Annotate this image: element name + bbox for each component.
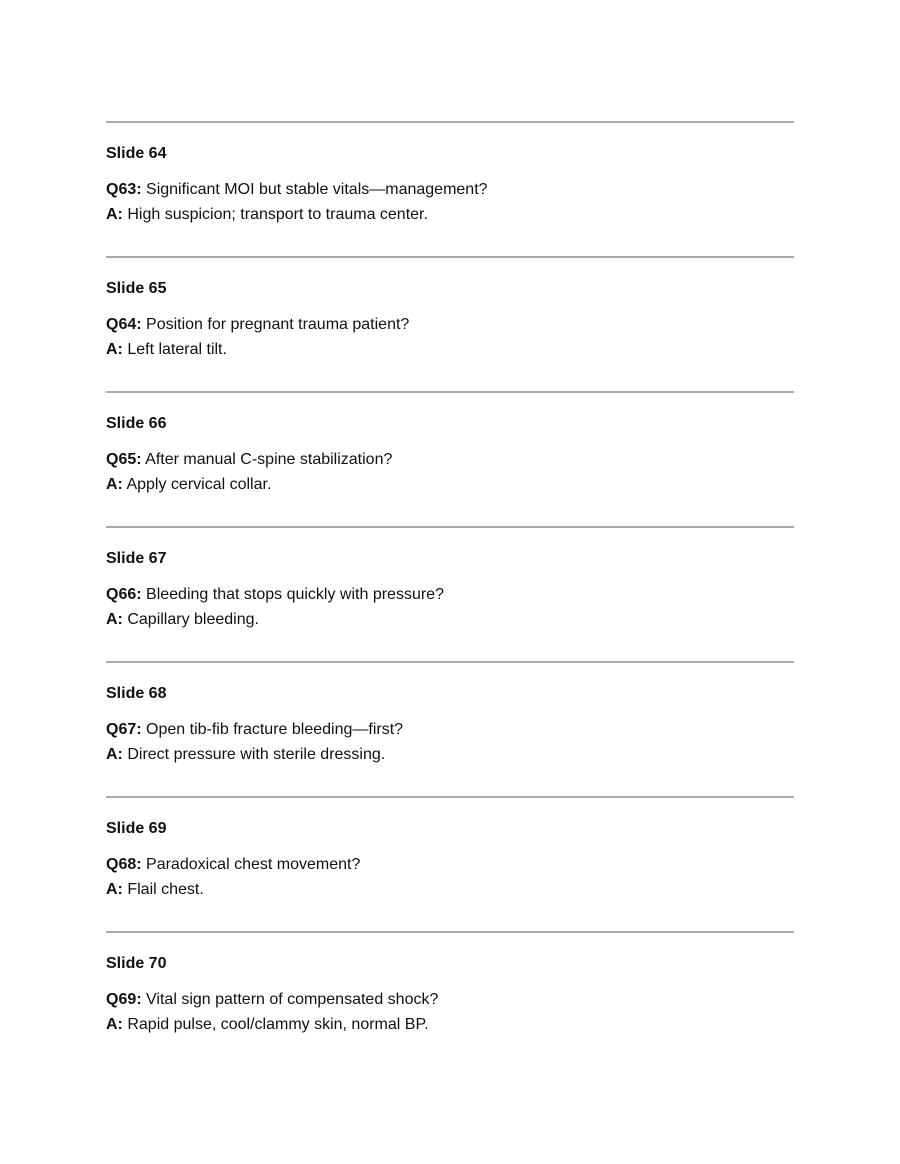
slide-title: Slide 66	[106, 415, 167, 432]
slide-section	[106, 796, 794, 931]
question-text: Significant MOI but stable vitals—management?	[146, 181, 488, 198]
section-divider	[106, 931, 794, 933]
slide-section	[106, 256, 794, 391]
answer-label: A:	[106, 476, 123, 493]
section-divider	[106, 661, 794, 663]
question-text: Open tib-fib fracture bleeding—first?	[146, 721, 404, 738]
answer-line	[106, 1015, 429, 1035]
answer-text: High suspicion; transport to trauma center.	[127, 206, 428, 223]
question-label: Q68:	[106, 856, 142, 873]
slide-title: Slide 70	[106, 955, 167, 972]
question-label: Q67:	[106, 721, 142, 738]
question-label: Q65:	[106, 451, 142, 468]
slide-section	[106, 526, 794, 661]
question-text: After manual C-spine stabilization?	[145, 451, 393, 468]
slide-title: Slide 67	[106, 550, 167, 567]
answer-label: A:	[106, 341, 123, 358]
section-divider	[106, 121, 794, 123]
answer-label: A:	[106, 1016, 123, 1033]
question-line	[106, 990, 438, 1010]
answer-text: Flail chest.	[127, 881, 204, 898]
slide-title: Slide 68	[106, 685, 167, 702]
section-divider	[106, 526, 794, 528]
answer-line	[106, 205, 428, 225]
question-label: Q66:	[106, 586, 142, 603]
question-line	[106, 855, 360, 875]
question-label: Q64:	[106, 316, 142, 333]
slide-section	[106, 661, 794, 796]
section-divider	[106, 391, 794, 393]
answer-text: Direct pressure with sterile dressing.	[127, 746, 386, 763]
answer-text: Left lateral tilt.	[127, 341, 227, 358]
answer-label: A:	[106, 746, 123, 763]
question-line	[106, 450, 392, 470]
question-text: Bleeding that stops quickly with pressure?	[146, 586, 444, 603]
question-line	[106, 315, 409, 335]
slide-title: Slide 65	[106, 280, 167, 297]
question-line	[106, 180, 488, 200]
question-label: Q63:	[106, 181, 142, 198]
answer-line	[106, 745, 385, 765]
answer-line	[106, 880, 204, 900]
slide-section	[106, 391, 794, 526]
question-line	[106, 585, 444, 605]
answer-line	[106, 610, 259, 630]
answer-label: A:	[106, 611, 123, 628]
answer-label: A:	[106, 881, 123, 898]
answer-text: Apply cervical collar.	[126, 476, 272, 493]
answer-text: Capillary bleeding.	[127, 611, 259, 628]
slide-title: Slide 69	[106, 820, 167, 837]
question-label: Q69:	[106, 991, 142, 1008]
question-text: Vital sign pattern of compensated shock?	[146, 991, 439, 1008]
answer-label: A:	[106, 206, 123, 223]
answer-line	[106, 340, 227, 360]
section-divider	[106, 256, 794, 258]
slide-section	[106, 931, 794, 1066]
answer-text: Rapid pulse, cool/clammy skin, normal BP.	[127, 1016, 429, 1033]
question-line	[106, 720, 403, 740]
section-divider	[106, 796, 794, 798]
answer-line	[106, 475, 271, 495]
slide-section	[106, 121, 794, 256]
document-body	[106, 121, 794, 1066]
question-text: Paradoxical chest movement?	[146, 856, 361, 873]
slide-title: Slide 64	[106, 145, 167, 162]
question-text: Position for pregnant trauma patient?	[146, 316, 410, 333]
